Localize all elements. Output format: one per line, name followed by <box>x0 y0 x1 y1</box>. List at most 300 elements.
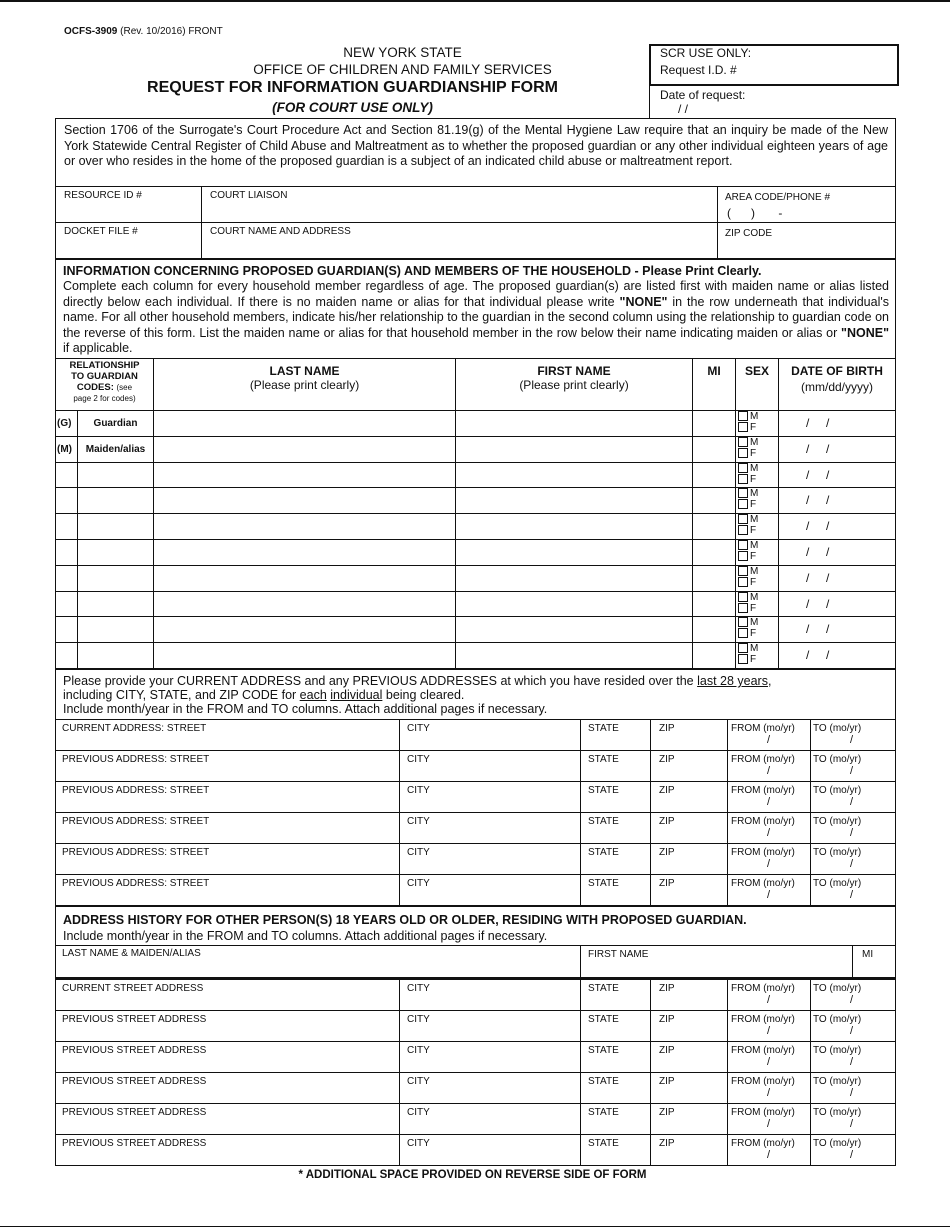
sex-selector <box>738 514 758 536</box>
from-slash: / <box>767 765 771 777</box>
address-row-divider <box>55 1041 896 1042</box>
col-divider <box>727 812 728 843</box>
col-divider <box>399 1041 400 1072</box>
relationship-code-field[interactable] <box>78 618 152 640</box>
footer-note: * ADDITIONAL SPACE PROVIDED ON REVERSE SIDE OF FORM <box>298 1169 647 1181</box>
other-address-zip-field[interactable]: ZIP <box>659 1107 675 1118</box>
sex-m-checkbox[interactable] <box>738 514 748 524</box>
col-divider <box>399 812 400 843</box>
col-divider <box>650 1010 651 1041</box>
col-divider <box>650 719 651 750</box>
table-bottom-border <box>55 1165 896 1166</box>
guardian-address-to-field[interactable]: TO (mo/yr) <box>813 754 862 765</box>
guardian-address-zip-field[interactable]: ZIP <box>659 878 675 889</box>
col-divider <box>650 781 651 812</box>
address-row-divider <box>55 874 896 875</box>
guardian-address-from-field[interactable]: FROM (mo/yr) <box>731 785 795 796</box>
agency-office: OFFICE OF CHILDREN AND FAMILY SERVICES <box>253 62 552 77</box>
col-divider <box>650 1041 651 1072</box>
guardian-address-state-field[interactable]: STATE <box>588 754 619 765</box>
sex-f-checkbox[interactable] <box>738 525 748 535</box>
household-row-divider <box>55 565 896 566</box>
col-divider <box>727 1134 728 1165</box>
relationship-code-field[interactable] <box>78 593 152 615</box>
to-slash: / <box>850 796 854 808</box>
dob-field[interactable]: / / <box>806 416 830 430</box>
sex-f-label: F <box>750 525 757 536</box>
mi-field[interactable] <box>693 618 734 640</box>
other-mi-field[interactable]: MI <box>862 949 874 960</box>
household-heading: INFORMATION CONCERNING PROPOSED GUARDIAN(S) AND MEMBERS OF THE HOUSEHOLD - Please Print Clearly. <box>63 264 762 278</box>
sex-f-checkbox[interactable] <box>738 499 748 509</box>
from-slash: / <box>767 1087 771 1099</box>
dob-field[interactable]: / / <box>806 519 830 533</box>
other-address-from-field[interactable]: FROM (mo/yr) <box>731 1014 795 1025</box>
court-name-address-field[interactable]: COURT NAME AND ADDRESS <box>210 226 351 237</box>
dob-subheader: (mm/dd/yyyy) <box>801 380 873 394</box>
sex-f-checkbox[interactable] <box>738 603 748 613</box>
guardian-address-city-field[interactable]: CITY <box>407 723 430 734</box>
other-address-from-field[interactable]: FROM (mo/yr) <box>731 983 795 994</box>
court-liaison-field[interactable]: COURT LIAISON <box>210 190 288 201</box>
col-divider <box>727 979 728 1010</box>
col-divider <box>580 812 581 843</box>
sex-m-label: M <box>750 617 759 628</box>
from-slash: / <box>767 827 771 839</box>
other-address-city-field[interactable]: CITY <box>407 1076 430 1087</box>
date-of-request-label: Date of request: <box>660 88 746 102</box>
relationship-label: Maiden/alias <box>85 444 146 455</box>
scr-use-label: SCR USE ONLY: <box>660 46 752 60</box>
col-divider <box>650 750 651 781</box>
col-divider <box>580 1134 581 1165</box>
col-divider <box>650 979 651 1010</box>
resource-id-field[interactable]: RESOURCE ID # <box>64 190 142 201</box>
sex-selector <box>738 463 758 485</box>
mi-field[interactable] <box>693 412 734 434</box>
col-divider <box>580 843 581 874</box>
sex-m-label: M <box>750 592 759 603</box>
other-address-state-field[interactable]: STATE <box>588 1138 619 1149</box>
sex-m-label: M <box>750 643 759 654</box>
address-row-divider <box>55 812 896 813</box>
last-name-header: LAST NAME <box>269 364 340 378</box>
sex-selector <box>738 488 758 510</box>
sex-m-checkbox[interactable] <box>738 488 748 498</box>
form-id: OCFS-3909 <box>64 26 118 37</box>
guardian-address-city-field[interactable]: CITY <box>407 878 430 889</box>
col-divider <box>810 812 811 843</box>
last-name-field[interactable] <box>154 515 454 537</box>
guardian-address-street-field[interactable]: PREVIOUS ADDRESS: STREET <box>62 754 210 765</box>
dob-field[interactable]: / / <box>806 571 830 585</box>
address-row-divider <box>55 1103 896 1104</box>
first-name-field[interactable] <box>456 541 691 563</box>
col-divider <box>727 1103 728 1134</box>
mi-field[interactable] <box>693 489 734 511</box>
sex-f-label: F <box>750 577 757 588</box>
sex-f-label: F <box>750 474 757 485</box>
sex-f-checkbox[interactable] <box>738 628 748 638</box>
guardian-address-state-field[interactable]: STATE <box>588 816 619 827</box>
guardian-address-street-field[interactable]: CURRENT ADDRESS: STREET <box>62 723 207 734</box>
sex-f-label: F <box>750 628 757 639</box>
date-of-request-field[interactable]: / / <box>678 102 689 116</box>
mi-field[interactable] <box>693 515 734 537</box>
col-divider <box>810 843 811 874</box>
guardian-address-zip-field[interactable]: ZIP <box>659 723 675 734</box>
sex-m-checkbox[interactable] <box>738 411 748 421</box>
guardian-address-street-field[interactable]: PREVIOUS ADDRESS: STREET <box>62 816 210 827</box>
last-name-field[interactable] <box>154 438 454 460</box>
dob-field[interactable]: / / <box>806 442 830 456</box>
sex-m-label: M <box>750 463 759 474</box>
col-divider <box>580 979 581 1010</box>
col-divider <box>810 1134 811 1165</box>
sex-selector <box>738 617 758 639</box>
household-row-divider <box>55 487 896 488</box>
other-address-street-field[interactable]: PREVIOUS STREET ADDRESS <box>62 1014 207 1025</box>
first-name-field[interactable] <box>456 515 691 537</box>
mi-field[interactable] <box>693 593 734 615</box>
col-divider <box>810 1041 811 1072</box>
sex-m-checkbox[interactable] <box>738 437 748 447</box>
last-name-field[interactable] <box>154 618 454 640</box>
col-divider <box>580 781 581 812</box>
other-address-state-field[interactable]: STATE <box>588 1045 619 1056</box>
request-id-field[interactable]: Request I.D. # <box>660 63 737 77</box>
col-divider <box>580 1103 581 1134</box>
relationship-code-field[interactable] <box>78 489 152 511</box>
other-address-street-field[interactable]: PREVIOUS STREET ADDRESS <box>62 1045 207 1056</box>
col-divider <box>650 1072 651 1103</box>
last-name-field[interactable] <box>154 644 454 666</box>
col-divider <box>727 874 728 905</box>
sex-header: SEX <box>744 364 769 378</box>
other-address-zip-field[interactable]: ZIP <box>659 1138 675 1149</box>
from-slash: / <box>767 796 771 808</box>
phone-format: ( ) - <box>727 206 783 220</box>
col-divider <box>650 843 651 874</box>
last-name-field[interactable] <box>154 593 454 615</box>
other-address-zip-field[interactable]: ZIP <box>659 1045 675 1056</box>
agency-state: NEW YORK STATE <box>343 45 462 60</box>
col-divider <box>810 1103 811 1134</box>
household-row-divider <box>55 616 896 617</box>
sex-m-label: M <box>750 488 759 499</box>
relationship-codes-header: RELATIONSHIP TO GUARDIAN CODES: (see page 2 for codes) <box>69 360 140 403</box>
sex-m-checkbox[interactable] <box>738 592 748 602</box>
col-divider <box>580 750 581 781</box>
col-divider <box>650 874 651 905</box>
guardian-address-to-field[interactable]: TO (mo/yr) <box>813 785 862 796</box>
guardian-address-street-field[interactable]: PREVIOUS ADDRESS: STREET <box>62 878 210 889</box>
address-row-divider <box>55 750 896 751</box>
sex-f-checkbox[interactable] <box>738 577 748 587</box>
guardian-address-from-field[interactable]: FROM (mo/yr) <box>731 754 795 765</box>
address-row-divider <box>55 1134 896 1135</box>
col-divider <box>399 750 400 781</box>
area-code-phone-field[interactable]: AREA CODE/PHONE # <box>725 192 831 203</box>
to-slash: / <box>850 1149 854 1161</box>
first-name-field[interactable] <box>456 489 691 511</box>
col-divider <box>727 750 728 781</box>
other-address-state-field[interactable]: STATE <box>588 1076 619 1087</box>
sex-m-checkbox[interactable] <box>738 540 748 550</box>
guardian-address-to-field[interactable]: TO (mo/yr) <box>813 723 862 734</box>
col-divider <box>810 750 811 781</box>
from-slash: / <box>767 734 771 746</box>
dob-header: DATE OF BIRTH <box>791 364 883 378</box>
other-address-city-field[interactable]: CITY <box>407 1138 430 1149</box>
dob-field[interactable]: / / <box>806 597 830 611</box>
col-divider <box>580 874 581 905</box>
last-name-field[interactable] <box>154 489 454 511</box>
dob-field[interactable]: / / <box>806 648 830 662</box>
sex-m-checkbox[interactable] <box>738 643 748 653</box>
to-slash: / <box>850 889 854 901</box>
guardian-address-state-field[interactable]: STATE <box>588 723 619 734</box>
guardian-address-zip-field[interactable]: ZIP <box>659 816 675 827</box>
col-divider <box>727 843 728 874</box>
sex-f-checkbox[interactable] <box>738 474 748 484</box>
to-slash: / <box>850 858 854 870</box>
other-address-from-field[interactable]: FROM (mo/yr) <box>731 1045 795 1056</box>
other-address-city-field[interactable]: CITY <box>407 1014 430 1025</box>
other-address-to-field[interactable]: TO (mo/yr) <box>813 1138 862 1149</box>
other-address-street-field[interactable]: CURRENT STREET ADDRESS <box>62 983 204 994</box>
col-divider <box>810 719 811 750</box>
zip-code-field[interactable]: ZIP CODE <box>725 228 773 239</box>
intro-paragraph: Section 1706 of the Surrogate's Court Procedure Act and Section 81.19(g) of the Mental Hygiene Law require that an inquiry be made of the New York Statewide Central Register of Child Abuse and Maltreatment as to whether the proposed guardian or any other individual eighteen years of age or over who resides in the home of the proposed guardian is a subject of an indicated child abuse or maltreatment report. <box>64 123 888 168</box>
last-name-field[interactable] <box>154 464 454 486</box>
other-address-from-field[interactable]: FROM (mo/yr) <box>731 1076 795 1087</box>
address-row-divider <box>55 719 896 720</box>
guardian-address-to-field[interactable]: TO (mo/yr) <box>813 878 862 889</box>
col-divider <box>727 781 728 812</box>
col-divider <box>810 1072 811 1103</box>
to-slash: / <box>850 1056 854 1068</box>
col-divider <box>727 719 728 750</box>
mi-field[interactable] <box>693 567 734 589</box>
guardian-address-city-field[interactable]: CITY <box>407 816 430 827</box>
household-row-divider <box>55 539 896 540</box>
relationship-code: (G) <box>57 418 72 429</box>
address-row-divider <box>55 979 896 980</box>
sex-m-checkbox[interactable] <box>738 566 748 576</box>
guardian-address-state-field[interactable]: STATE <box>588 847 619 858</box>
col-divider <box>399 719 400 750</box>
dob-field[interactable]: / / <box>806 468 830 482</box>
sex-selector <box>738 592 758 614</box>
sex-m-label: M <box>750 514 759 525</box>
col-divider <box>399 1010 400 1041</box>
sex-f-label: F <box>750 654 757 665</box>
other-address-state-field[interactable]: STATE <box>588 1107 619 1118</box>
first-name-field[interactable] <box>456 593 691 615</box>
mi-header: MI <box>707 364 721 378</box>
sex-selector <box>738 411 758 433</box>
guardian-address-from-field[interactable]: FROM (mo/yr) <box>731 878 795 889</box>
from-slash: / <box>767 1149 771 1161</box>
col-divider <box>580 719 581 750</box>
guardian-address-from-field[interactable]: FROM (mo/yr) <box>731 723 795 734</box>
relationship-label: Guardian <box>93 418 138 429</box>
first-name-field[interactable] <box>456 438 691 460</box>
sex-f-checkbox[interactable] <box>738 654 748 664</box>
relationship-code-field[interactable] <box>78 567 152 589</box>
form-rev: (Rev. 10/2016) FRONT <box>120 26 223 37</box>
mi-field[interactable] <box>693 464 734 486</box>
sex-m-label: M <box>750 437 759 448</box>
to-slash: / <box>850 1118 854 1130</box>
sex-f-label: F <box>750 551 757 562</box>
relationship-code-field[interactable] <box>78 464 152 486</box>
dob-field[interactable]: / / <box>806 493 830 507</box>
other-address-zip-field[interactable]: ZIP <box>659 983 675 994</box>
guardian-address-state-field[interactable]: STATE <box>588 878 619 889</box>
household-row-divider <box>55 436 896 437</box>
other-first-name-field[interactable]: FIRST NAME <box>588 949 649 960</box>
sex-f-checkbox[interactable] <box>738 551 748 561</box>
other-last-name-field[interactable]: LAST NAME & MAIDEN/ALIAS <box>62 948 201 959</box>
col-divider <box>580 1072 581 1103</box>
col-divider <box>810 1010 811 1041</box>
guardian-address-city-field[interactable]: CITY <box>407 785 430 796</box>
col-divider <box>399 1103 400 1134</box>
form-subtitle: (FOR COURT USE ONLY) <box>272 100 433 115</box>
first-name-field[interactable] <box>456 464 691 486</box>
first-name-field[interactable] <box>456 618 691 640</box>
col-divider <box>650 812 651 843</box>
other-address-state-field[interactable]: STATE <box>588 983 619 994</box>
other-address-street-field[interactable]: PREVIOUS STREET ADDRESS <box>62 1138 207 1149</box>
address-row-divider <box>55 1010 896 1011</box>
first-name-field[interactable] <box>456 644 691 666</box>
last-name-field[interactable] <box>154 541 454 563</box>
form-title: REQUEST FOR INFORMATION GUARDIANSHIP FORM <box>147 79 558 96</box>
other-address-state-field[interactable]: STATE <box>588 1014 619 1025</box>
sex-f-label: F <box>750 448 757 459</box>
guardian-address-street-field[interactable]: PREVIOUS ADDRESS: STREET <box>62 847 210 858</box>
from-slash: / <box>767 858 771 870</box>
other-address-to-field[interactable]: TO (mo/yr) <box>813 1076 862 1087</box>
col-divider <box>580 1010 581 1041</box>
household-row-divider <box>55 513 896 514</box>
guardian-address-to-field[interactable]: TO (mo/yr) <box>813 816 862 827</box>
sex-f-label: F <box>750 499 757 510</box>
other-address-street-field[interactable]: PREVIOUS STREET ADDRESS <box>62 1107 207 1118</box>
mi-field[interactable] <box>693 438 734 460</box>
other-persons-instructions: Include month/year in the FROM and TO columns. Attach additional pages if necessary. <box>63 929 548 943</box>
guardian-address-state-field[interactable]: STATE <box>588 785 619 796</box>
sex-m-label: M <box>750 566 759 577</box>
col-divider <box>650 1103 651 1134</box>
sex-selector <box>738 437 758 459</box>
sex-m-checkbox[interactable] <box>738 463 748 473</box>
col-divider <box>399 781 400 812</box>
dob-field[interactable]: / / <box>806 545 830 559</box>
other-address-to-field[interactable]: TO (mo/yr) <box>813 1014 862 1025</box>
form-id-line <box>64 26 223 37</box>
col-divider <box>727 1072 728 1103</box>
col-divider <box>810 979 811 1010</box>
relationship-code-field[interactable] <box>78 515 152 537</box>
col-divider <box>399 979 400 1010</box>
col-divider <box>810 781 811 812</box>
dob-field[interactable]: / / <box>806 622 830 636</box>
guardian-address-from-field[interactable]: FROM (mo/yr) <box>731 816 795 827</box>
sex-m-label: M <box>750 540 759 551</box>
guardian-address-zip-field[interactable]: ZIP <box>659 847 675 858</box>
other-address-street-field[interactable]: PREVIOUS STREET ADDRESS <box>62 1076 207 1087</box>
other-address-city-field[interactable]: CITY <box>407 983 430 994</box>
guardian-address-street-field[interactable]: PREVIOUS ADDRESS: STREET <box>62 785 210 796</box>
sex-f-label: F <box>750 422 757 433</box>
sex-f-checkbox[interactable] <box>738 448 748 458</box>
other-address-to-field[interactable]: TO (mo/yr) <box>813 1045 862 1056</box>
address-row-divider <box>55 781 896 782</box>
sex-f-checkbox[interactable] <box>738 422 748 432</box>
mi-field[interactable] <box>693 541 734 563</box>
to-slash: / <box>850 765 854 777</box>
guardian-address-from-field[interactable]: FROM (mo/yr) <box>731 847 795 858</box>
guardian-address-zip-field[interactable]: ZIP <box>659 754 675 765</box>
other-address-city-field[interactable]: CITY <box>407 1107 430 1118</box>
page-border-top <box>0 0 950 2</box>
other-address-zip-field[interactable]: ZIP <box>659 1014 675 1025</box>
guardian-address-city-field[interactable]: CITY <box>407 847 430 858</box>
other-address-city-field[interactable]: CITY <box>407 1045 430 1056</box>
col-divider <box>727 1010 728 1041</box>
relationship-code-field[interactable] <box>78 644 152 666</box>
guardian-address-city-field[interactable]: CITY <box>407 754 430 765</box>
col-divider <box>650 1134 651 1165</box>
sex-f-label: F <box>750 603 757 614</box>
relationship-code-field[interactable] <box>78 541 152 563</box>
household-row-divider <box>55 462 896 463</box>
first-name-field[interactable] <box>456 567 691 589</box>
other-address-to-field[interactable]: TO (mo/yr) <box>813 1107 862 1118</box>
col-divider <box>727 1041 728 1072</box>
col-divider <box>580 1041 581 1072</box>
mi-field[interactable] <box>693 644 734 666</box>
docket-file-field[interactable]: DOCKET FILE # <box>64 226 138 237</box>
from-slash: / <box>767 1056 771 1068</box>
page-border-bottom <box>0 1226 950 1227</box>
last-name-field[interactable] <box>154 567 454 589</box>
guardian-address-zip-field[interactable]: ZIP <box>659 785 675 796</box>
to-slash: / <box>850 994 854 1006</box>
sex-selector <box>738 643 758 665</box>
other-address-from-field[interactable]: FROM (mo/yr) <box>731 1107 795 1118</box>
sex-m-checkbox[interactable] <box>738 617 748 627</box>
sex-m-label: M <box>750 411 759 422</box>
col-divider <box>399 843 400 874</box>
household-row-divider <box>55 642 896 643</box>
other-address-to-field[interactable]: TO (mo/yr) <box>813 983 862 994</box>
address-instructions: Please provide your CURRENT ADDRESS and any PREVIOUS ADDRESSES at which you have resided over the last 28 years, including CITY, STATE, and ZIP CODE for each individual being cleared. Include month/year in the FROM and TO columns. Attach additional pages if necessary. <box>63 674 772 716</box>
from-slash: / <box>767 1025 771 1037</box>
guardian-address-to-field[interactable]: TO (mo/yr) <box>813 847 862 858</box>
address-row-divider <box>55 843 896 844</box>
other-persons-heading: ADDRESS HISTORY FOR OTHER PERSON(S) 18 YEARS OLD OR OLDER, RESIDING WITH PROPOSED GUARDIAN. <box>63 913 747 927</box>
other-address-zip-field[interactable]: ZIP <box>659 1076 675 1087</box>
from-slash: / <box>767 994 771 1006</box>
other-address-from-field[interactable]: FROM (mo/yr) <box>731 1138 795 1149</box>
last-name-field[interactable] <box>154 412 454 434</box>
first-name-field[interactable] <box>456 412 691 434</box>
